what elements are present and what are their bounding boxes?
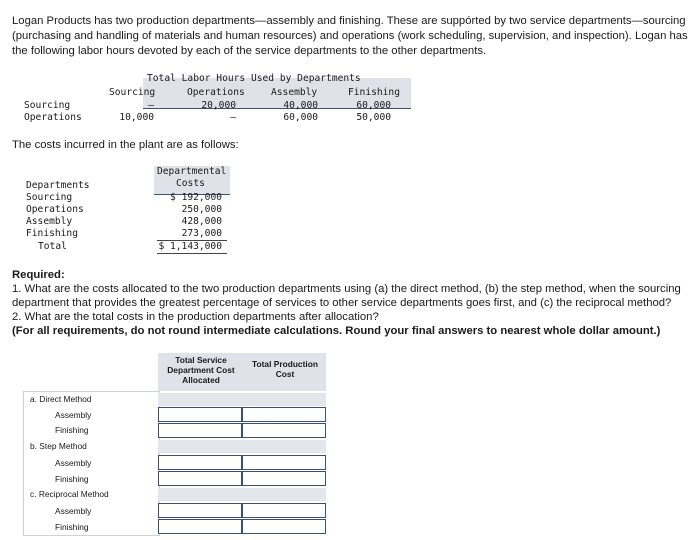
direct-assembly-allocated-input[interactable] bbox=[158, 407, 242, 422]
answer-section-reciprocal: c. Reciprocal Method bbox=[30, 489, 109, 499]
direct-assembly-total-input[interactable] bbox=[242, 407, 326, 422]
costs-row-header: Departments bbox=[26, 180, 90, 191]
hours-cell: – bbox=[230, 112, 236, 123]
costs-header-line2: Costs bbox=[176, 178, 205, 189]
answer-label-column bbox=[23, 391, 160, 536]
costs-header-line1: Departmental bbox=[157, 166, 227, 177]
answer-row-label: Finishing bbox=[55, 425, 89, 435]
costs-cell: 428,000 bbox=[181, 216, 222, 227]
hours-col-assembly: Assembly bbox=[271, 87, 318, 98]
hours-cell: 20,000 bbox=[201, 100, 236, 111]
costs-cell: 273,000 bbox=[181, 228, 222, 239]
costs-row-label: Finishing bbox=[26, 228, 78, 239]
costs-total-value: $ 1,143,000 bbox=[158, 241, 222, 252]
hours-cell: 40,000 bbox=[283, 100, 318, 111]
step-finishing-total-input[interactable] bbox=[242, 471, 326, 486]
costs-row-label: Assembly bbox=[26, 216, 73, 227]
answer-gray-cell bbox=[158, 488, 242, 501]
answer-row-label: Finishing bbox=[55, 522, 89, 532]
answer-row-label: Assembly bbox=[55, 506, 92, 516]
hours-cell: 50,000 bbox=[356, 112, 391, 123]
required-heading: Required: bbox=[12, 269, 65, 281]
hours-table-title: Total Labor Hours Used by Departments bbox=[147, 73, 361, 84]
costs-row-label: Sourcing bbox=[26, 192, 73, 203]
hours-row-label-sourcing: Sourcing bbox=[24, 100, 71, 111]
hours-cell: 60,000 bbox=[283, 112, 318, 123]
costs-cell: $ 192,000 bbox=[170, 192, 222, 203]
hours-cell: 10,000 bbox=[119, 112, 154, 123]
step-assembly-allocated-input[interactable] bbox=[158, 455, 242, 470]
direct-finishing-total-input[interactable] bbox=[242, 423, 326, 438]
answer-gray-cell bbox=[158, 393, 242, 406]
hours-col-operations: Operations bbox=[187, 87, 245, 98]
answer-gray-cell bbox=[242, 440, 326, 453]
hours-cell: 60,000 bbox=[356, 100, 391, 111]
reciprocal-assembly-allocated-input[interactable] bbox=[158, 503, 242, 518]
required-q2: 2. What are the total costs in the production departments after allocation? bbox=[12, 311, 379, 323]
reciprocal-finishing-allocated-input[interactable] bbox=[158, 519, 242, 534]
costs-total-label: Total bbox=[38, 241, 67, 252]
answer-gray-cell bbox=[242, 393, 326, 406]
hours-col-sourcing: Sourcing bbox=[109, 87, 156, 98]
hours-row-label-operations: Operations bbox=[24, 112, 82, 123]
costs-total-rule bbox=[157, 253, 227, 254]
step-assembly-total-input[interactable] bbox=[242, 455, 326, 470]
reciprocal-assembly-total-input[interactable] bbox=[242, 503, 326, 518]
answer-section-step: b. Step Method bbox=[30, 441, 87, 451]
answer-row-label: Assembly bbox=[55, 458, 92, 468]
required-note: (For all requirements, do not round intermediate calculations. Round your final answers to nearest whole dollar amount.) bbox=[12, 325, 661, 337]
answer-gray-cell bbox=[242, 488, 326, 501]
costs-intro: The costs incurred in the plant are as follows: bbox=[12, 139, 239, 151]
hours-col-finishing: Finishing bbox=[348, 87, 400, 98]
answer-gray-cell bbox=[158, 440, 242, 453]
answer-col2-header: Total Production Cost bbox=[252, 359, 318, 379]
answer-row-label: Finishing bbox=[55, 474, 89, 484]
required-section bbox=[12, 268, 692, 338]
step-finishing-allocated-input[interactable] bbox=[158, 471, 242, 486]
answer-col1-header: Total Service Department Cost Allocated bbox=[167, 355, 235, 385]
hours-cell: – bbox=[148, 100, 154, 111]
required-q1: 1. What are the costs allocated to the two production departments using (a) the direct method, (b) the step method, when the sourcing department that provides the greatest percentage of services to other service departments goes first, and (c) the reciprocal method? bbox=[12, 283, 681, 309]
answer-section-direct: a. Direct Method bbox=[30, 394, 92, 404]
direct-finishing-allocated-input[interactable] bbox=[158, 423, 242, 438]
intro-paragraph: Logan Products has two production departments—assembly and finishing. These are suppórted by two service departments—sourcing (purchasing and handling of materials and human resources) and operations (work scheduling, supervision, and inspection). Logan has the following labor hours devoted by each of the service departments to the other departments. bbox=[12, 15, 688, 57]
costs-row-label: Operations bbox=[26, 204, 84, 215]
answer-row-label: Assembly bbox=[55, 410, 92, 420]
reciprocal-finishing-total-input[interactable] bbox=[242, 519, 326, 534]
costs-cell: 250,000 bbox=[181, 204, 222, 215]
